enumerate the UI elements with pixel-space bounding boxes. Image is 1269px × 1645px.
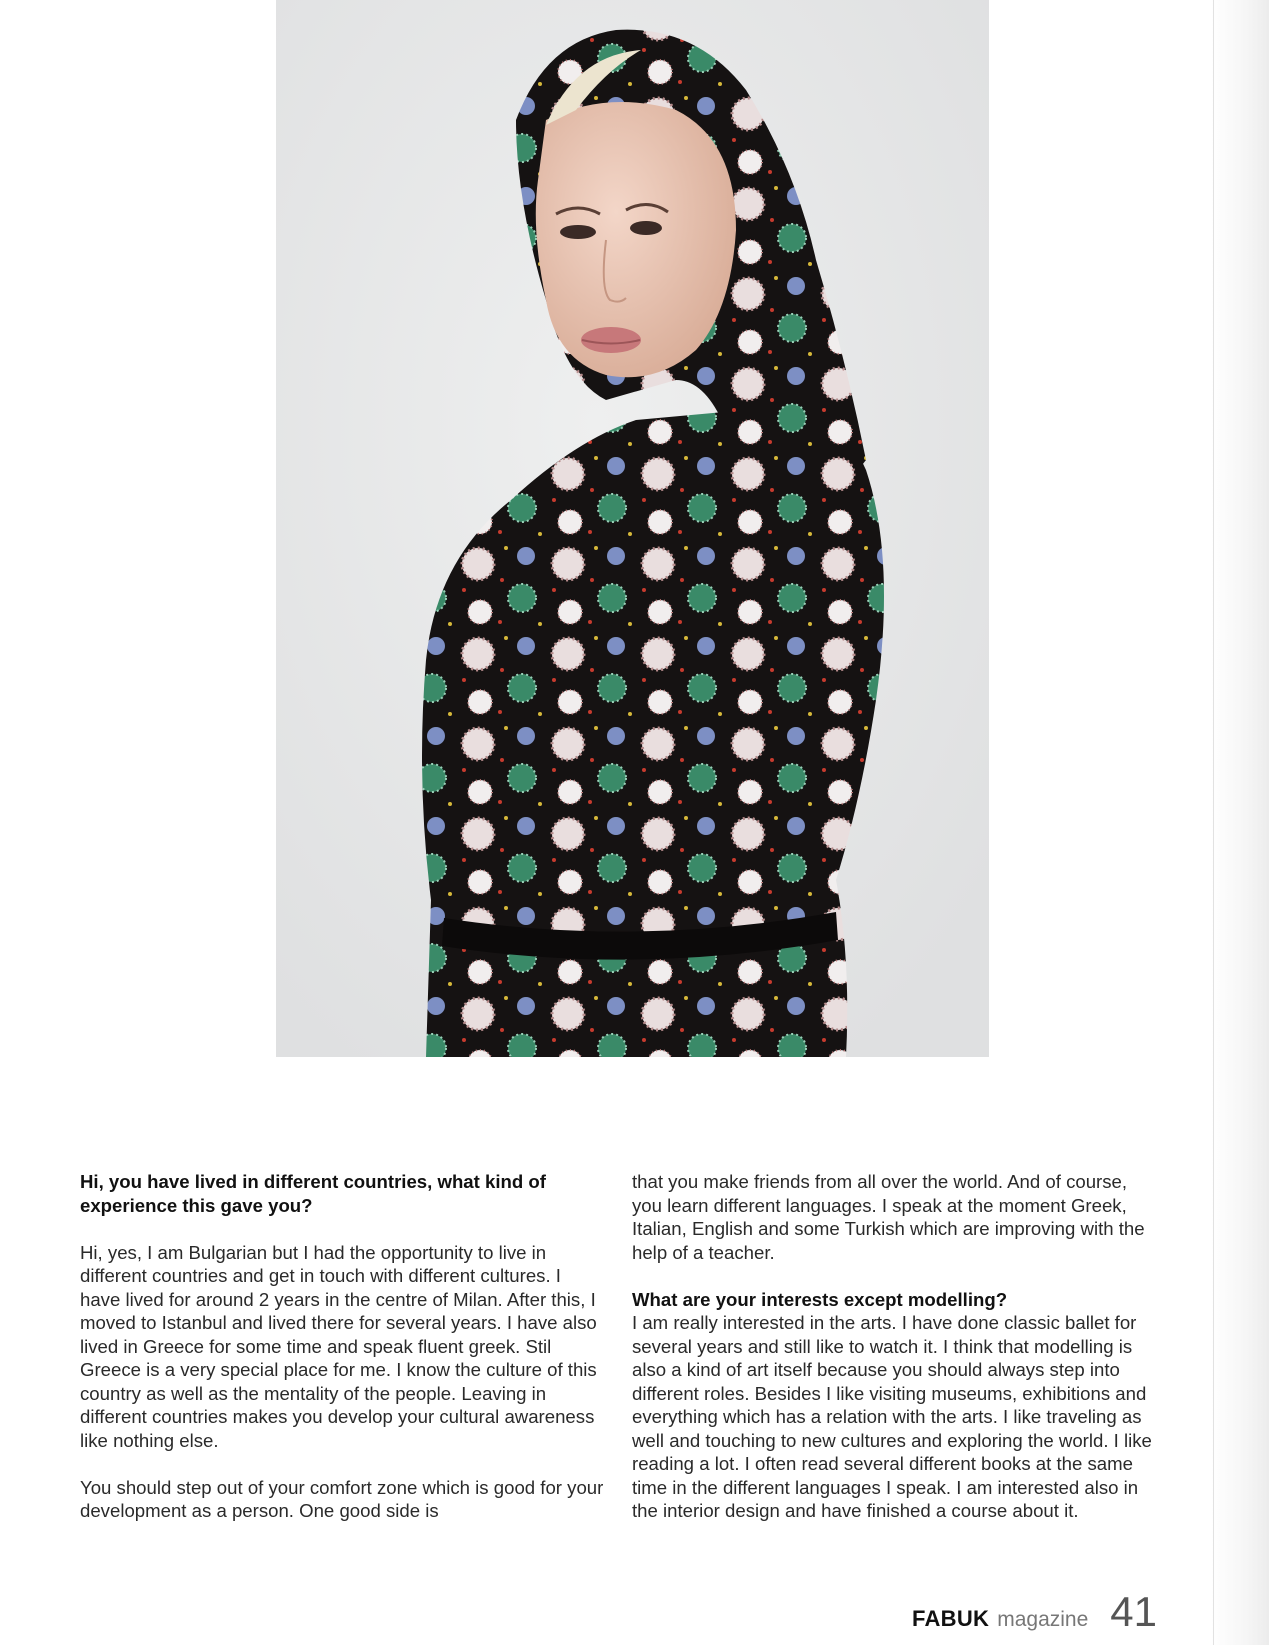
page-edge-shadow [1211,0,1269,1645]
interview-answer-interests: I am really interested in the arts. I have done classic ballet for several years and still like to watch it. I think that modelling is also a kind of art itself because you should always step into different roles. Besides I like visiting museums, exhibitions and everything which has a relation with the arts. I like traveling as well and touching to new cultures and exploring the world. I like reading a lot. I often read several different books at the same time in the different languages I speak. I am interested also in the interior design and have finished a course about it. [632,1312,1152,1521]
model-photo [276,0,989,1057]
page-footer [912,1588,1157,1638]
interview-answer-languages: that you make friends from all over the world. And of course, you learn different languages. I speak at the moment Greek, Italian, English and some Turkish which are improving with the help of a teacher. [632,1171,1145,1263]
article-right-column [632,1170,1162,1523]
interview-question-interests: What are your interests except modelling? [632,1288,1008,1310]
magazine-label: magazine [997,1608,1089,1631]
interview-question-countries: Hi, you have lived in different countries, what kind of experience this gave you? [80,1171,546,1216]
interview-answer-comfort-zone: You should step out of your comfort zone which is good for your development as a person. One good side is [80,1476,604,1521]
page-number: 41 [1110,1588,1157,1635]
brand-name: FABUK [911,1606,990,1631]
model-illustration [276,0,989,1057]
article-left-column [80,1170,605,1523]
interview-answer-countries: Hi, yes, I am Bulgarian but I had the opportunity to live in different countries and get in touch with different cultures. I have lived for around 2 years in the centre of Milan. After this, I moved to Istanbul and lived there for several years. I have also lived in Greece for some time and speak fluent greek. Stil Greece is a very special place for me. I know the culture of this country as well as the mentality of the people. Leaving in different countries makes you develop your cultural awareness like nothing else. [80,1241,597,1451]
